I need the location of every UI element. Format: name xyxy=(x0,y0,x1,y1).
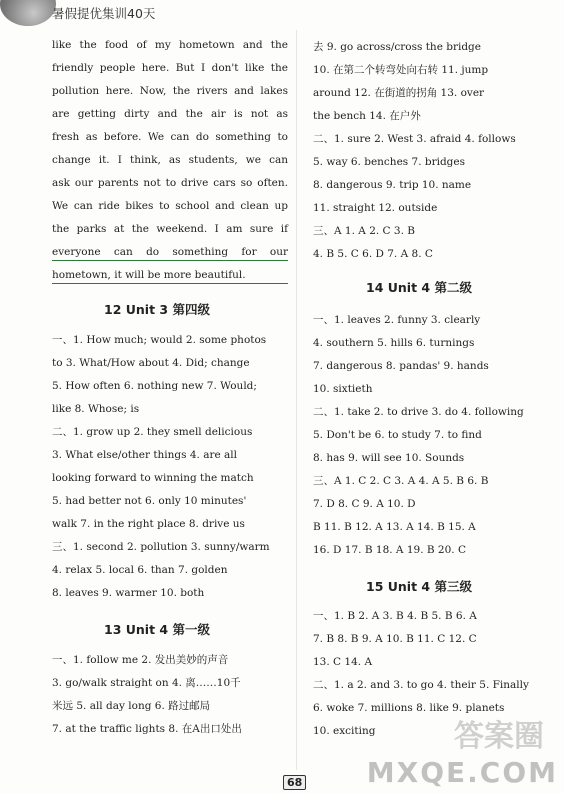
answer-line: 二、1. a 2. and 3. to go 4. their 5. Finally xyxy=(313,679,529,691)
answer-line: 5. had better not 6. only 10 minutes' xyxy=(52,495,247,507)
answer-line: 5. way 6. benches 7. bridges xyxy=(313,156,466,168)
answer-line: 10. sixtieth xyxy=(313,383,373,395)
answer-line: 二、1. take 2. to drive 3. do 4. following xyxy=(313,406,524,418)
answer-line: the bench 14. 在户外 xyxy=(313,110,421,122)
answer-line: 3. What else/other things 4. are all xyxy=(52,449,238,461)
passage-line: friendly people here. But I don't like the xyxy=(52,62,288,74)
answer-line: 11. straight 12. outside xyxy=(313,202,438,214)
passage-line: change it. I think, as students, we can xyxy=(52,154,288,166)
answer-line: 一、1. How much; would 2. some photos xyxy=(52,334,267,346)
answer-line: B 11. B 12. A 13. A 14. B 15. A xyxy=(313,521,476,533)
answer-line: 8. leaves 9. warmer 10. both xyxy=(52,587,205,599)
answer-line: 二、1. grow up 2. they smell delicious xyxy=(52,426,253,438)
answer-line: 7. at the traffic lights 8. 在A出口处出 xyxy=(52,723,242,735)
answer-line: 7. B 8. B 9. A 10. B 11. C 12. C xyxy=(313,633,477,645)
page-number: 68 xyxy=(283,775,306,790)
answer-line: like 8. Whose; is xyxy=(52,403,140,415)
header-decoration xyxy=(0,0,56,26)
answer-line: 三、A 1. C 2. C 3. A 4. A 5. B 6. B xyxy=(313,475,489,487)
passage-line: pollution here. Now, the rivers and lakes xyxy=(52,85,288,97)
page-header: 暑假提优集训40天 xyxy=(52,6,156,21)
answer-line: 8. has 9. will see 10. Sounds xyxy=(313,452,465,464)
passage-line: hometown, it will be more beautiful. xyxy=(52,268,288,284)
answer-line: 6. woke 7. millions 8. like 9. planets xyxy=(313,702,505,714)
watermark-url: MXQE.COM xyxy=(366,756,558,789)
passage-line: fresh as before. We can do something to xyxy=(52,131,288,143)
answer-line: 4. relax 5. local 6. than 7. golden xyxy=(52,564,228,576)
answer-line: 5. Don't be 6. to study 7. to find xyxy=(313,429,482,441)
passage-line: We can ride bikes to school and clean up xyxy=(52,200,288,212)
answer-line: 4. southern 5. hills 6. turnings xyxy=(313,337,475,349)
section-14-title: 14 Unit 4 第二级 xyxy=(366,280,472,295)
answer-line: 三、A 1. A 2. C 3. B xyxy=(313,225,415,237)
answer-line: 一、1. follow me 2. 发出美妙的声音 xyxy=(52,654,229,666)
answer-line: 10. 在第二个转弯处向右转 11. jump xyxy=(313,64,489,76)
passage-line: like the food of my hometown and the xyxy=(52,39,288,51)
answer-line: 二、1. sure 2. West 3. afraid 4. follows xyxy=(313,133,516,145)
answer-line: 一、1. leaves 2. funny 3. clearly xyxy=(313,314,481,326)
section-15-title: 15 Unit 4 第三级 xyxy=(366,579,472,594)
answer-line: walk 7. in the right place 8. drive us xyxy=(52,518,245,530)
answer-line: 7. dangerous 8. pandas' 9. hands xyxy=(313,360,489,372)
section-12-title: 12 Unit 3 第四级 xyxy=(104,302,210,317)
answer-line: looking forward to winning the match xyxy=(52,472,254,484)
answer-line: 16. D 17. B 18. A 19. B 20. C xyxy=(313,544,466,556)
answer-line: 8. dangerous 9. trip 10. name xyxy=(313,179,472,191)
answer-line: 7. D 8. C 9. A 10. D xyxy=(313,498,416,510)
answer-line: 4. B 5. C 6. D 7. A 8. C xyxy=(313,248,433,260)
answer-line: to 3. What/How about 4. Did; change xyxy=(52,357,250,369)
answer-line: 5. How often 6. nothing new 7. Would; xyxy=(52,380,257,392)
answer-line: 三、1. second 2. pollution 3. sunny/warm xyxy=(52,541,270,553)
passage-line: the parks at the weekend. I am sure if xyxy=(52,223,288,235)
answer-line: 米远 5. all day long 6. 路过邮局 xyxy=(52,700,211,712)
column-divider xyxy=(296,30,297,770)
watermark-logo: 答案圈 xyxy=(454,719,544,754)
answer-line: 3. go/walk straight on 4. 离……10千 xyxy=(52,677,241,689)
passage-line: are getting dirty and the air is not as xyxy=(52,108,288,120)
answer-line: 13. C 14. A xyxy=(313,656,373,668)
answer-line: around 12. 在街道的拐角 13. over xyxy=(313,87,485,99)
answer-line: 去 9. go across/cross the bridge xyxy=(313,41,481,53)
section-13-title: 13 Unit 4 第一级 xyxy=(104,622,210,637)
answer-line: 10. exciting xyxy=(313,725,376,737)
answer-line: 一、1. B 2. A 3. B 4. B 5. B 6. A xyxy=(313,610,477,622)
passage-line: everyone can do something for our xyxy=(52,245,288,261)
passage-line: ask our parents not to drive cars so often. xyxy=(52,177,288,189)
